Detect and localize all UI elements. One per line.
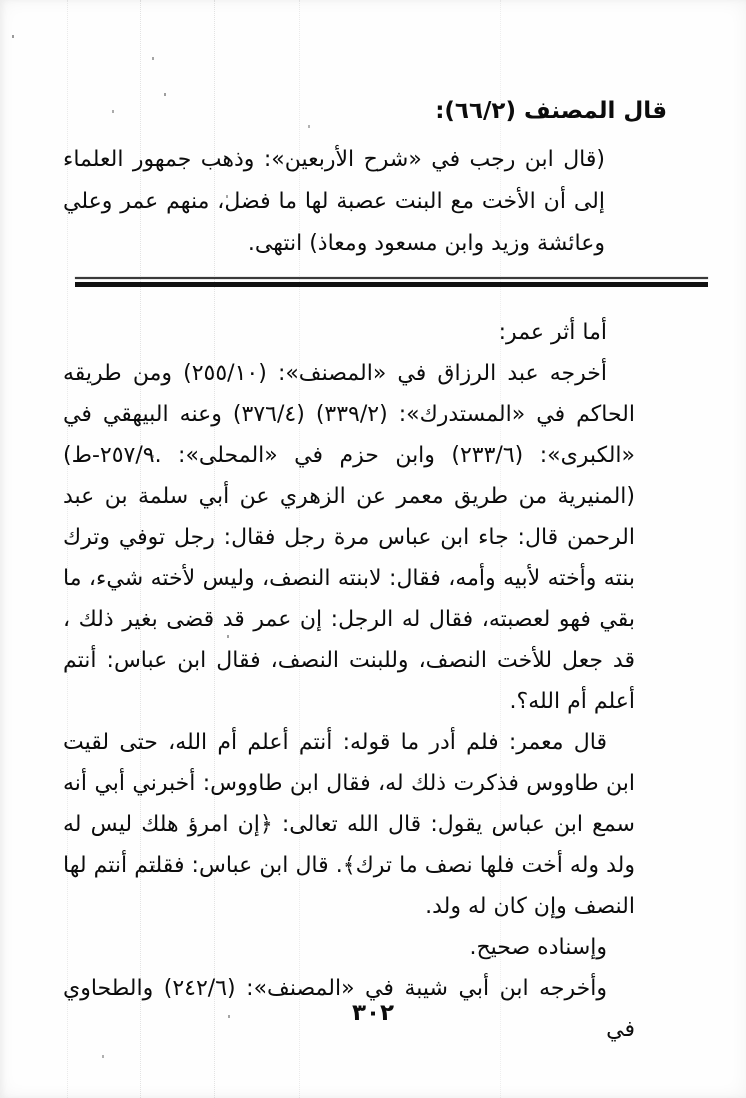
ibn-rajab-quote-paragraph: (قال ابن رجب في «شرح الأربعين»: وذهب جمهور العلماء إلى أن الأخت مع البنت عصبة لها ما فضل، منهم عمر وعلي وعائشة وزيد وابن مسعود ومعاذ) انتهى.: [63, 147, 605, 256]
heading-qala-almusannif: قال المصنف (٦٦/٢):: [435, 98, 667, 124]
musannif-quote-section: [63, 92, 667, 265]
scan-noise-specks: [12, 35, 14, 38]
takhrij-section: [63, 312, 667, 1050]
section-divider-double-rule: [75, 277, 708, 287]
paragraph-takhrij-abdurrazzaq: أخرجه عبد الرزاق في «المصنف»: (٢٥٥/١٠) ومن طريقه الحاكم في «المستدرك»: (٣٣٩/٢) (٣٧٦/٤) وعنه البيهقي في «الكبرى»: (٢٣٣/٦) وابن حزم في «المحلى»: ⁦(٢٥٧/٩-ط.‎ المنيرية)⁩ من طريق معمر عن الزهري عن أبي سلمة بن عبد الرحمن قال: جاء ابن عباس مرة رجل فقال: رجل توفي وترك بنته وأخته لأبيه وأمه، فقال: لابنته النصف، وليس لأخته شيء، ما بقي فهو لعصبته، فقال له الرجل: إن عمر قد قضى بغير ذلك ، قد جعل للأخت النصف، وللبنت النصف، فقال ابن عباس: أنتم أعلم أم الله؟.: [63, 361, 635, 714]
divider-thick-line: [75, 282, 708, 287]
paragraph-athar-umar: أما أثر عمر:: [498, 320, 607, 345]
paragraph-isnad-grade: وإسناده صحيح.: [469, 935, 607, 960]
paragraph-qala-mamar: قال معمر: فلم أدر ما قوله: أنتم أعلم أم الله، حتى لقيت ابن طاووس فذكرت ذلك له، فقال ابن طاووس: أخبرني أبي أنه سمع ابن عباس يقول: قال الله تعالى: ﴿إن امرؤ هلك ليس له ولد وله أخت فلها نصف ما ترك﴾. قال ابن عباس: فقلتم أنتم لها النصف وإن كان له ولد.: [63, 730, 635, 919]
paragraph-takhrij-ibn-abi-shayba: وأخرجه ابن أبي شيبة في «المصنف»: (٢٤٢/٦) والطحاوي في: [63, 976, 635, 1042]
page-number: ٣٠٢: [351, 1000, 395, 1026]
